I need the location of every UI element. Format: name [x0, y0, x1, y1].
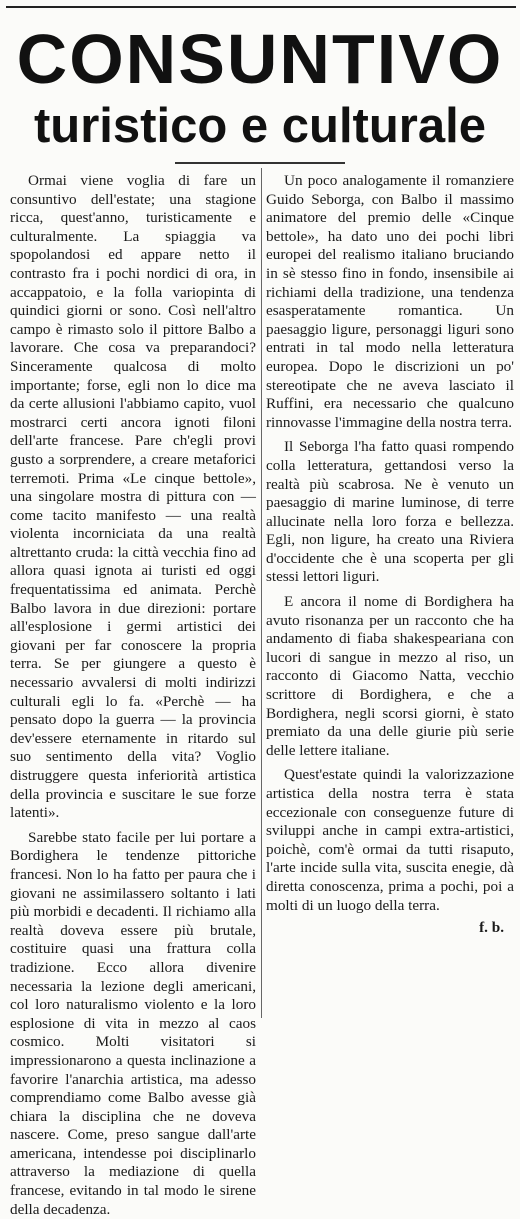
title-divider — [175, 162, 345, 164]
paragraph: Quest'estate quindi la valorizzazione artistica della nostra terra è stata eccezionale con conseguenze future di sviluppi anche in campi extra-artistici, poichè, com'è ormai da tutti risaputo, l'arte incide sulla vita, suscita enegie, dà diretta conoscenza, prima a pochi, poi a molti di un luogo della terra. — [266, 766, 514, 914]
right-column — [266, 172, 514, 937]
paragraph: E ancora il nome di Bordighera ha avuto risonanza per un racconto che ha andamento di fiaba shakespeariana con lucori di sangue in mezzo al riso, un racconto di Giacomo Natta, vecchio scrittore di Bordighera, e che a Bordighera, negli scorsi giorni, è stato premiato da una delle giurie più serie delle lettere italiane. — [266, 593, 514, 759]
left-column — [10, 172, 256, 1218]
subheadline: turistico e culturale — [33, 99, 486, 153]
column-divider — [261, 168, 262, 1018]
paragraph: Ormai viene voglia di fare un consuntivo dell'estate; una stagione ricca, quest'anno, turisticamente e culturalmente. La spiaggia va spopolandosi ed appare netto il contrasto fra i pochi nordici di ora, in accappatoio, e la folla variopinta di quindici giorni or sono. Così nell'altro campo è rimasto solo il pittore Balbo a lavorare. Che cosa va preparandoci? Sinceramente qualcosa di molto importante; forse, egli non lo dice ma da certe allusioni l'abbiamo capito, vuol mostrarci certi ancora ignoti filoni dell'arte francese. Pare ch'egli provi gusto a sorprendere, a creare metaforici terremoti. Prima «Le cinque bettole», una singolare mostra di pittura con — come tacito manifesto — una realtà violenta incorniciata da una realtà altrettanto cruda: la città vecchia fino ad allora quasi ignota ai turisti ed oggi frequentatissima ed animata. Perchè Balbo lavora in due direzioni: portare all'esplosione i germi artistici dei giovani per far conoscere la propria terra. Se per giungere a questo è necessario avvalersi di molti indirizzi culturali egli lo fa. «Perchè — ha pensato dopo la guerra — la provincia dev'essere eternamente in ritardo sul suo sentimento della vita? Voglio distruggere questa inferiorità artistica della provincia e suscitare le sue forze latenti». — [10, 172, 256, 822]
paragraph: Il Seborga l'ha fatto quasi rompendo colla letteratura, gettandosi verso la realtà più scabrosa. Ne è venuto un paesaggio di marine luminose, di terre allucinate nella loro forza e bellezza. Egli, non ligure, ha creato una Riviera d'occidente che è una scoperta per gli stessi lettori liguri. — [266, 438, 514, 586]
headline: CONSUNTIVO — [16, 20, 504, 98]
signature: f. b. — [479, 919, 504, 937]
top-rule — [6, 6, 516, 8]
paragraph: Un poco analogamente il romanziere Guido Seborga, con Balbo il massimo animatore del premio delle «Cinque bettole», ha dato uno dei pochi libri europei del realismo italiano bruciando in sè stesso fino in fondo, insensibile ai richiami della tradizione, una tendenza esasperatamente romantica. Un paesaggio ligure, personaggi liguri sono entrati in tal modo nella letteratura europea. Dopo le discrizioni un po' stereotipate che ne aveva lasciato il Ruffini, era necessario che qualcuno rinnovasse l'immagine della nostra terra. — [266, 172, 514, 431]
paragraph: Sarebbe stato facile per lui portare a Bordighera le tendenze pittoriche francesi. Non lo ha fatto per paura che i giovani ne assimilassero soltanto i lati più morbidi e decadenti. Il richiamo alla realtà doveva essere più brutale, costituire quasi una frattura colla tradizione. Ecco allora divenire necessaria la lezione degli americani, col loro naturalismo violento e la loro esplosione di vita in mezzo al caos cosmico. Molti visitatori si impressionarono a questa inclinazione a favorire l'anarchia artistica, ma adesso comprendiamo come Balbo avesse già chiara la disciplina che ne doveva nascere. Come, preso sangue dall'arte americana, intendesse poi disciplinarlo attraverso la mediazione di quella francese, evitando in tal modo le sirene della decadenza. — [10, 828, 256, 1218]
